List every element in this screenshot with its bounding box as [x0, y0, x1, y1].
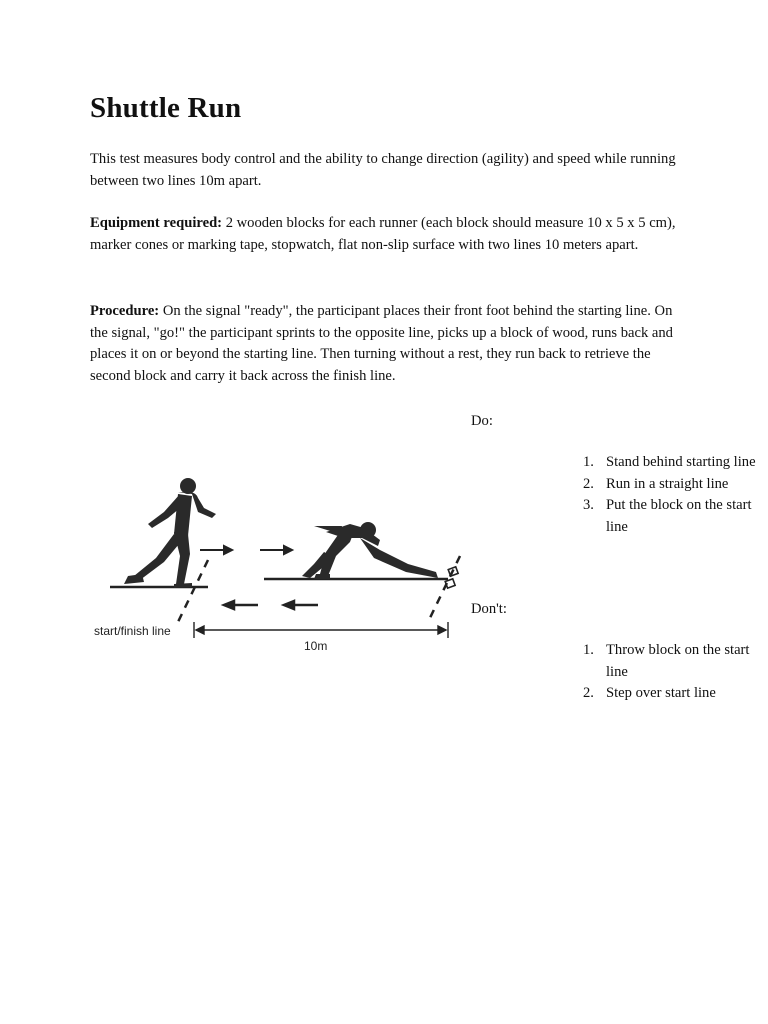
- procedure-text: On the signal "ready", the participant places their front foot behind the starting line. On the signal, "go!" the participant sprints to the opposite line, picks up a block of wood, runs back and places it on or beyond the starting line. Then turning without a rest, they run back to retrieve the second block and carry it back across the finish line.: [90, 303, 673, 385]
- list-text: Run in a straight line: [606, 475, 729, 492]
- list-text: Step over start line: [606, 685, 716, 702]
- intro-paragraph: This test measures body control and the ability to change direction (agility) and speed while running between two lines 10m apart.: [90, 151, 676, 189]
- start-finish-label: start/finish line: [94, 624, 171, 638]
- equipment-text: 2 wooden blocks for each runner (each block should measure 10 x 5 x 5 cm), marker cones or marking tape, stopwatch, flat non-slip surface with two lines 10 meters apart.: [90, 215, 676, 253]
- list-item: [583, 683, 763, 705]
- list-number: 2.: [583, 475, 594, 492]
- equipment-paragraph: [90, 213, 680, 256]
- list-item: [583, 452, 763, 474]
- do-list: [583, 452, 763, 539]
- list-item: [583, 474, 763, 496]
- dont-label: Don't:: [471, 601, 507, 617]
- list-number: 1.: [583, 454, 594, 470]
- distance-label: 10m: [304, 639, 328, 652]
- equipment-label: Equipment required:: [90, 215, 223, 231]
- procedure-paragraph: [90, 301, 680, 388]
- procedure-label: Procedure:: [90, 303, 160, 319]
- list-number: 3.: [583, 497, 594, 514]
- diagram-background: [88, 472, 472, 642]
- list-text: Throw block on the start line: [606, 642, 750, 680]
- list-number: 2.: [583, 685, 594, 702]
- list-item: [583, 640, 763, 683]
- list-text: Stand behind starting line: [606, 454, 756, 470]
- diagram-svg: [88, 472, 472, 652]
- shuttle-run-diagram: [88, 472, 472, 652]
- list-number: 1.: [583, 642, 594, 658]
- dont-list: [583, 640, 763, 705]
- list-item: [583, 495, 763, 538]
- page-title: Shuttle Run: [90, 92, 242, 124]
- do-label: Do:: [471, 413, 493, 429]
- list-text: Put the block on the start line: [606, 497, 752, 536]
